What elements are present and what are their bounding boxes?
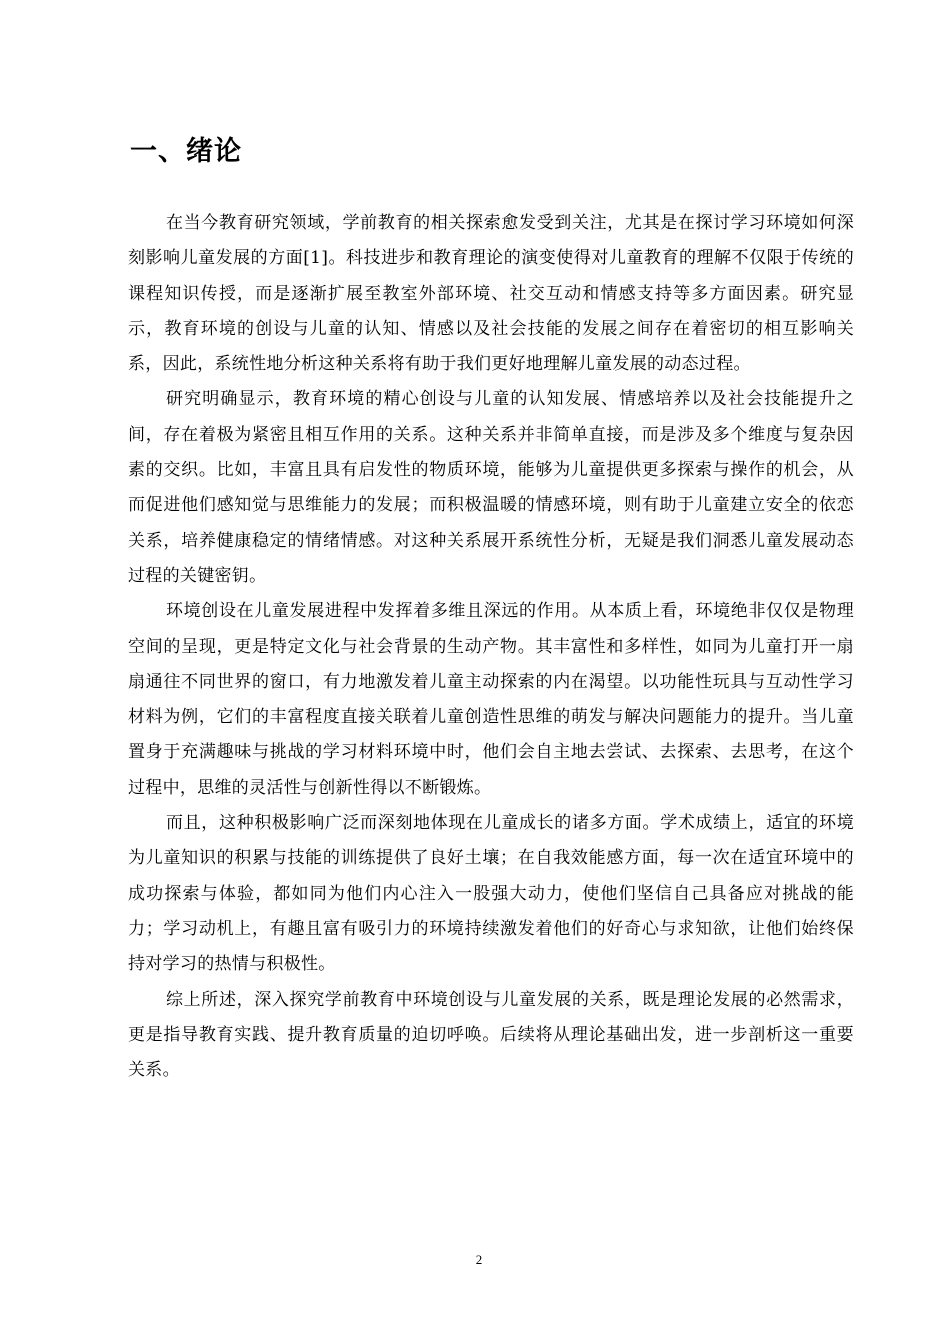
page-number: 2 [475, 1252, 483, 1267]
section-heading: 一、绪论 [130, 136, 242, 167]
body-text [128, 206, 854, 1088]
paragraph-4: 而且，这种积极影响广泛而深刻地体现在儿童成长的诸多方面。学术成绩上，适宜的环境为儿童知识的积累与技能的训练提供了良好土壤；在自我效能感方面，每一次在适宜环境中的成功探索与体验，都如同为他们内心注入一股强大动力，使他们坚信自己具备应对挑战的能力；学习动机上，有趣且富有吸引力的环境持续激发着他们的好奇心与求知欲，让他们始终保持对学习的热情与积极性。 [128, 813, 854, 975]
paragraph-1: 在当今教育研究领域，学前教育的相关探索愈发受到关注，尤其是在探讨学习环境如何深刻影响儿童发展的方面[1]。科技进步和教育理论的演变使得对儿童教育的理解不仅限于传统的课程知识传授，而是逐渐扩展至教室外部环境、社交互动和情感支持等多方面因素。研究显示，教育环境的创设与儿童的认知、情感以及社会技能的发展之间存在着密切的相互影响关系，因此，系统性地分析这种关系将有助于我们更好地理解儿童发展的动态过程。 [128, 213, 854, 375]
paragraph-5: 综上所述，深入探究学前教育中环境创设与儿童发展的关系，既是理论发展的必然需求，更是指导教育实践、提升教育质量的迫切呼唤。后续将从理论基础出发，进一步剖析这一重要关系。 [128, 989, 854, 1081]
paragraph-2: 研究明确显示，教育环境的精心创设与儿童的认知发展、情感培养以及社会技能提升之间，存在着极为紧密且相互作用的关系。这种关系并非简单直接，而是涉及多个维度与复杂因素的交织。比如，丰富且具有启发性的物质环境，能够为儿童提供更多探索与操作的机会，从而促进他们感知觉与思维能力的发展；而积极温暖的情感环境，则有助于儿童建立安全的依恋关系，培养健康稳定的情绪情感。对这种关系展开系统性分析，无疑是我们洞悉儿童发展动态过程的关键密钥。 [128, 389, 854, 586]
paragraph-3: 环境创设在儿童发展进程中发挥着多维且深远的作用。从本质上看，环境绝非仅仅是物理空间的呈现，更是特定文化与社会背景的生动产物。其丰富性和多样性，如同为儿童打开一扇扇通往不同世界的窗口，有力地激发着儿童主动探索的内在渴望。以功能性玩具与互动性学习材料为例，它们的丰富程度直接关联着儿童创造性思维的萌发与解决问题能力的提升。当儿童置身于充满趣味与挑战的学习材料环境中时，他们会自主地去尝试、去探索、去思考，在这个过程中，思维的灵活性与创新性得以不断锻炼。 [128, 601, 854, 798]
